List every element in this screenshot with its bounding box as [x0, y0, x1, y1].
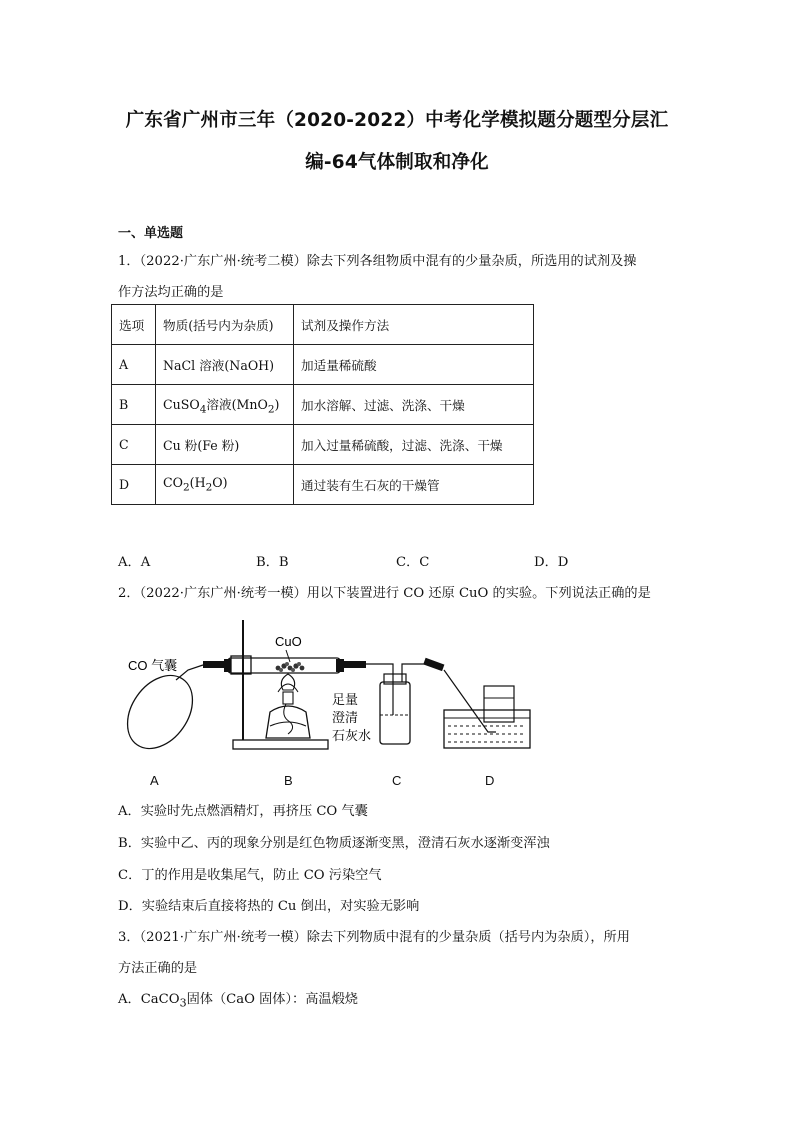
q2-stem: 2．（2022·广东广州·统考一模）用以下装置进行 CO 还原 CuO 的实验。下列说法正确的是 [118, 586, 651, 601]
table-cell: Cu 粉(Fe 粉) [156, 425, 294, 465]
q1-option-a: A．A [118, 555, 151, 570]
diagram-label-a: A [150, 773, 159, 788]
header-cell: 试剂及操作方法 [294, 305, 534, 345]
limewater-label-3: 石灰水 [332, 728, 372, 743]
q3-choice-a [118, 988, 358, 1010]
rubber-tube [203, 661, 225, 668]
rubber-tube [423, 658, 444, 671]
gas-collection-tube [444, 670, 496, 732]
q3-stem-line-1: 3．（2021·广东广州·统考一模）除去下列物质中混有的少量杂质（括号内为杂质），所用 [118, 930, 630, 945]
table-cell: 加入过量稀硫酸，过滤、洗涤、干燥 [294, 425, 534, 465]
table-row [112, 345, 534, 385]
table-cell: 加水溶解、过滤、洗涤、干燥 [294, 385, 534, 425]
formula-part: CO [163, 475, 183, 491]
formula-subscript: 2 [267, 403, 275, 416]
q1-option-c: C．C [396, 555, 430, 570]
table-cell [156, 385, 294, 425]
diagram-label-b: B [284, 773, 293, 788]
q2-choice-a: A．实验时先点燃酒精灯，再挤压 CO 气囊 [118, 804, 368, 819]
table-cell: NaCl 溶液(NaOH) [156, 345, 294, 385]
formula-subscript: 2 [205, 481, 213, 494]
formula-part: O) [212, 475, 228, 491]
q2-choice-d: D．实验结束后直接将热的 Cu 倒出，对实验无影响 [118, 899, 420, 914]
formula-subscript: 4 [199, 403, 207, 416]
stopper-right [336, 659, 344, 672]
formula-subscript: 2 [182, 481, 190, 494]
cuo-powder [276, 662, 305, 672]
lamp-wick [284, 704, 293, 734]
co-bag-label: CO 气囊 [128, 658, 178, 673]
q1-stem-line-2: 作方法均正确的是 [118, 285, 224, 300]
rubber-tube [344, 661, 366, 668]
cuo-pointer-line [286, 650, 290, 662]
lamp-liquid [270, 722, 306, 726]
formula-part: (H [189, 475, 206, 491]
diagram-label-c: C [392, 773, 402, 788]
document-title-line-2: 编-64气体制取和净化 [305, 152, 489, 173]
table-header-row [112, 305, 534, 345]
table-row [112, 385, 534, 425]
table-cell: C [112, 425, 156, 465]
clamp [231, 656, 251, 674]
water-hatching [448, 726, 526, 742]
formula-part: ) [274, 396, 280, 412]
table-cell: 通过装有生石灰的干燥管 [294, 465, 534, 505]
table-cell: B [112, 385, 156, 425]
cuo-label: CuO [275, 634, 302, 649]
q1-option-d: D．D [534, 555, 569, 570]
co-reduction-apparatus-diagram [118, 620, 538, 760]
formula-part: 溶液(MnO [206, 396, 268, 412]
document-title-line-1: 广东省广州市三年（2020-2022）中考化学模拟题分题型分层汇 [125, 110, 669, 131]
diagram-label-d: D [485, 773, 495, 788]
q3-stem-line-2: 方法正确的是 [118, 961, 198, 976]
co-gas-bag [118, 663, 206, 760]
q1-options-table [111, 304, 534, 505]
table-cell: D [112, 465, 156, 505]
table-row [112, 425, 534, 465]
limewater-label-2: 澄清 [332, 710, 359, 725]
q1-option-b: B．B [256, 555, 289, 570]
q2-choice-c: C．丁的作用是收集尾气，防止 CO 污染空气 [118, 868, 382, 883]
formula-subscript: 3 [179, 996, 187, 1010]
header-cell: 选项 [112, 305, 156, 345]
table-cell: A [112, 345, 156, 385]
flame [281, 674, 294, 690]
table-cell [156, 465, 294, 505]
q2-choice-b: B．实验中乙、丙的现象分别是红色物质逐渐变黑，澄清石灰水逐渐变浑浊 [118, 836, 550, 851]
formula-part: 固体（CaO 固体）：高温煅烧 [186, 992, 358, 1007]
washing-bottle [380, 682, 410, 744]
stand-base [233, 740, 328, 749]
formula-part: A．CaCO [118, 992, 180, 1007]
formula-part: CuSO [163, 396, 200, 412]
lamp-neck [283, 692, 293, 704]
stopper-left [224, 659, 231, 672]
q1-stem-line-1: 1．（2022·广东广州·统考二模）除去下列各组物质中混有的少量杂质，所选用的试剂及操 [118, 254, 637, 269]
header-cell: 物质(括号内为杂质) [156, 305, 294, 345]
limewater-label-1: 足量 [332, 692, 359, 707]
section-heading: 一、单选题 [118, 226, 184, 241]
table-row [112, 465, 534, 505]
table-cell: 加适量稀硫酸 [294, 345, 534, 385]
collection-bottle [484, 686, 514, 722]
